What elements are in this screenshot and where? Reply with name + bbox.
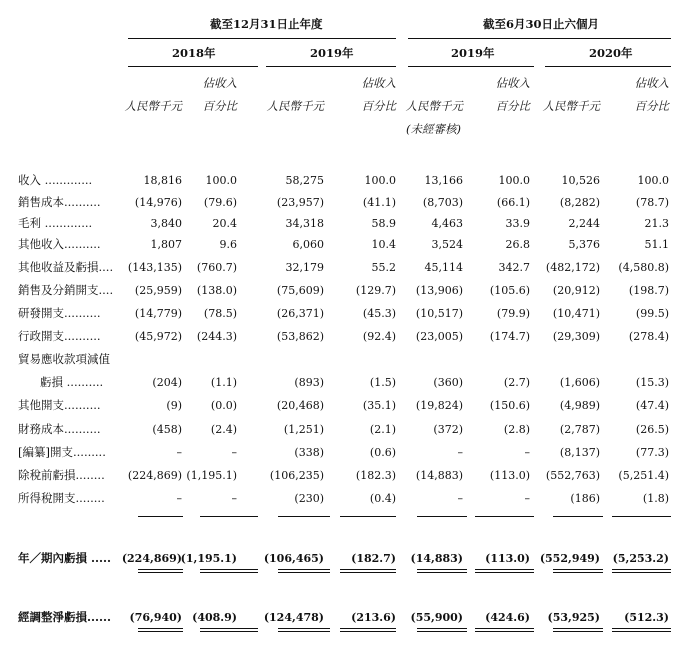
row-label: 其他開支.......... xyxy=(18,398,101,412)
total-label: 年／期內虧損 ..... xyxy=(18,551,112,565)
total-double-rule xyxy=(475,628,534,629)
total-double-rule xyxy=(278,569,330,570)
row-value: (23,005) xyxy=(415,330,463,343)
total-double-rule xyxy=(200,572,258,573)
row-value: 13,166 xyxy=(424,174,463,187)
row-value: (2,787) xyxy=(559,423,600,436)
row-value: (552,763) xyxy=(545,469,600,482)
row-value: (99.5) xyxy=(635,307,669,320)
row-value: 100.0 xyxy=(364,174,396,187)
subheader-pct1: 佔收入 xyxy=(202,76,237,90)
row-label: 所得稅開支........ xyxy=(18,491,105,505)
row-value: 58.9 xyxy=(371,217,396,230)
total-value: (76,940) xyxy=(129,611,182,624)
halfyear-period-header: 截至6月30日止六個月 xyxy=(483,17,600,31)
row-label: 行政開支.......... xyxy=(18,329,101,343)
total-double-rule xyxy=(417,569,467,570)
row-value: 3,840 xyxy=(150,217,182,230)
total-double-rule xyxy=(612,628,671,629)
total-value: (1,195.1) xyxy=(180,552,237,565)
subheader-pct2: 百分比 xyxy=(634,99,669,113)
total-label: 經調整淨虧損...... xyxy=(18,610,112,624)
subheader-pct1: 佔收入 xyxy=(495,76,530,90)
row-value: (20,912) xyxy=(552,284,600,297)
total-double-rule xyxy=(475,572,534,573)
subheader-pct1: 佔收入 xyxy=(361,76,396,90)
row-value: (4,580.8) xyxy=(618,261,669,274)
row-value: – xyxy=(524,446,530,459)
row-value: (0.0) xyxy=(210,399,237,412)
row-value: (25,959) xyxy=(134,284,182,297)
subtotal-rule xyxy=(278,516,330,517)
subheader-pct2: 百分比 xyxy=(495,99,530,113)
row-value: 33.9 xyxy=(505,217,530,230)
row-value: (9) xyxy=(166,399,182,412)
total-value: (182.7) xyxy=(351,552,396,565)
subheader-rmb: 人民幣千元 xyxy=(542,99,600,113)
total-double-rule xyxy=(138,569,183,570)
row-value: 10.4 xyxy=(371,238,396,251)
row-value: – xyxy=(176,492,182,505)
row-label: 虧損 .......... xyxy=(40,375,104,389)
total-value: (5,253.2) xyxy=(612,552,669,565)
row-value: (4,989) xyxy=(559,399,600,412)
row-value: (224,869) xyxy=(127,469,182,482)
total-double-rule xyxy=(138,572,183,573)
subheader-unaudited-note: (未經審核) xyxy=(406,122,461,136)
row-value: 100.0 xyxy=(637,174,669,187)
row-value: (78.5) xyxy=(203,307,237,320)
row-value: (138.0) xyxy=(196,284,237,297)
row-value: (2.1) xyxy=(369,423,396,436)
total-double-rule xyxy=(417,631,467,632)
total-double-rule xyxy=(553,572,603,573)
row-value: – xyxy=(457,446,463,459)
subtotal-rule xyxy=(138,516,183,517)
row-value: 2,244 xyxy=(568,217,600,230)
total-double-rule xyxy=(278,631,330,632)
row-value: 100.0 xyxy=(205,174,237,187)
total-value: (408.9) xyxy=(192,611,237,624)
total-value: (552,949) xyxy=(539,552,600,565)
row-value: (2.8) xyxy=(503,423,530,436)
total-double-rule xyxy=(340,569,396,570)
total-double-rule xyxy=(340,572,396,573)
row-value: – xyxy=(457,492,463,505)
row-value: 20.4 xyxy=(212,217,237,230)
total-double-rule xyxy=(417,572,467,573)
total-value: (113.0) xyxy=(485,552,530,565)
row-value: (0.6) xyxy=(369,446,396,459)
row-value: (372) xyxy=(433,423,463,436)
year-rule-3 xyxy=(408,66,534,67)
row-value: (77.3) xyxy=(635,446,669,459)
total-double-rule xyxy=(553,569,603,570)
row-value: (174.7) xyxy=(489,330,530,343)
row-label: 銷售及分銷開支.... xyxy=(18,283,114,297)
row-label: 其他收入.......... xyxy=(18,237,101,251)
halfyear-header-rule xyxy=(408,38,671,39)
total-value: (224,869) xyxy=(121,552,182,565)
row-label: [編纂]開支......... xyxy=(18,445,106,459)
row-value: 18,816 xyxy=(143,174,182,187)
row-value: – xyxy=(524,492,530,505)
total-value: (55,900) xyxy=(410,611,463,624)
row-value: (458) xyxy=(152,423,182,436)
subtotal-rule xyxy=(200,516,258,517)
total-double-rule xyxy=(200,569,258,570)
total-double-rule xyxy=(340,628,396,629)
year-header-2019-annual: 2019年 xyxy=(310,46,354,60)
row-value: (230) xyxy=(294,492,324,505)
row-value: (143,135) xyxy=(127,261,182,274)
row-value: (1,251) xyxy=(283,423,324,436)
row-label: 貿易應收款項減值 xyxy=(18,352,110,366)
row-value: (129.7) xyxy=(355,284,396,297)
row-value: (5,251.4) xyxy=(618,469,669,482)
row-value: (66.1) xyxy=(496,196,530,209)
row-value: (10,471) xyxy=(552,307,600,320)
row-value: 21.3 xyxy=(644,217,669,230)
row-value: (13,906) xyxy=(415,284,463,297)
total-value: (106,465) xyxy=(263,552,324,565)
row-value: (1,195.1) xyxy=(186,469,237,482)
row-value: (893) xyxy=(294,376,324,389)
total-double-rule xyxy=(278,572,330,573)
subheader-pct2: 百分比 xyxy=(361,99,396,113)
total-value: (213.6) xyxy=(351,611,396,624)
subheader-pct2: 百分比 xyxy=(202,99,237,113)
subtotal-rule xyxy=(612,516,671,517)
row-value: (14,976) xyxy=(134,196,182,209)
row-value: 1,807 xyxy=(150,238,182,251)
row-value: (278.4) xyxy=(628,330,669,343)
row-value: 100.0 xyxy=(498,174,530,187)
row-value: (105.6) xyxy=(489,284,530,297)
total-double-rule xyxy=(475,631,534,632)
row-value: (53,862) xyxy=(276,330,324,343)
row-value: – xyxy=(231,492,237,505)
row-value: (14,779) xyxy=(134,307,182,320)
row-value: 342.7 xyxy=(498,261,530,274)
row-value: (29,309) xyxy=(552,330,600,343)
row-value: 10,526 xyxy=(561,174,600,187)
row-value: 51.1 xyxy=(644,238,669,251)
subtotal-rule xyxy=(340,516,396,517)
year-header-2018: 2018年 xyxy=(172,46,216,60)
annual-period-header: 截至12月31日止年度 xyxy=(210,17,323,31)
subtotal-rule xyxy=(417,516,467,517)
row-label: 其他收益及虧損.... xyxy=(18,260,114,274)
row-label: 財務成本.......... xyxy=(18,422,101,436)
annual-header-rule xyxy=(128,38,396,39)
row-value: 6,060 xyxy=(292,238,324,251)
row-value: (35.1) xyxy=(362,399,396,412)
subheader-rmb: 人民幣千元 xyxy=(266,99,324,113)
row-value: (1.5) xyxy=(369,376,396,389)
row-value: (360) xyxy=(433,376,463,389)
total-double-rule xyxy=(417,628,467,629)
total-value: (124,478) xyxy=(263,611,324,624)
row-value: (8,137) xyxy=(559,446,600,459)
total-double-rule xyxy=(200,628,258,629)
row-value: (0.4) xyxy=(369,492,396,505)
row-value: (482,172) xyxy=(545,261,600,274)
total-double-rule xyxy=(475,569,534,570)
row-value: (45.3) xyxy=(362,307,396,320)
total-double-rule xyxy=(612,569,671,570)
row-value: (1,606) xyxy=(559,376,600,389)
subheader-rmb: 人民幣千元 xyxy=(124,99,182,113)
row-value: (15.3) xyxy=(635,376,669,389)
total-double-rule xyxy=(553,631,603,632)
row-value: (106,235) xyxy=(269,469,324,482)
row-value: (47.4) xyxy=(635,399,669,412)
row-value: 55.2 xyxy=(371,261,396,274)
row-value: (10,517) xyxy=(415,307,463,320)
total-double-rule xyxy=(553,628,603,629)
row-value: (92.4) xyxy=(362,330,396,343)
row-value: (79.6) xyxy=(203,196,237,209)
row-value: 3,524 xyxy=(431,238,463,251)
total-value: (424.6) xyxy=(485,611,530,624)
row-label: 研發開支.......... xyxy=(18,306,101,320)
row-value: (20,468) xyxy=(276,399,324,412)
row-value: 9.6 xyxy=(219,238,237,251)
row-value: 5,376 xyxy=(568,238,600,251)
row-value: – xyxy=(176,446,182,459)
row-value: (26.5) xyxy=(635,423,669,436)
row-value: (75,609) xyxy=(276,284,324,297)
subheader-rmb: 人民幣千元 xyxy=(405,99,463,113)
total-double-rule xyxy=(138,631,183,632)
row-label: 除稅前虧損........ xyxy=(18,468,105,482)
row-value: (2.7) xyxy=(503,376,530,389)
total-double-rule xyxy=(612,631,671,632)
row-value: (113.0) xyxy=(489,469,530,482)
row-value: (23,957) xyxy=(276,196,324,209)
year-rule-2 xyxy=(266,66,396,67)
row-label: 銷售成本.......... xyxy=(18,195,101,209)
total-double-rule xyxy=(278,628,330,629)
row-value: – xyxy=(231,446,237,459)
subheader-pct1: 佔收入 xyxy=(634,76,669,90)
row-value: (198.7) xyxy=(628,284,669,297)
row-value: (150.6) xyxy=(489,399,530,412)
total-double-rule xyxy=(200,631,258,632)
row-value: (2.4) xyxy=(210,423,237,436)
year-rule-1 xyxy=(128,66,258,67)
row-value: 4,463 xyxy=(431,217,463,230)
total-double-rule xyxy=(340,631,396,632)
total-double-rule xyxy=(612,572,671,573)
total-value: (14,883) xyxy=(410,552,463,565)
row-value: (1.1) xyxy=(210,376,237,389)
row-value: (78.7) xyxy=(635,196,669,209)
subtotal-rule xyxy=(475,516,534,517)
year-header-2020: 2020年 xyxy=(589,46,633,60)
total-value: (512.3) xyxy=(624,611,669,624)
row-value: (182.3) xyxy=(355,469,396,482)
year-header-2019-half: 2019年 xyxy=(451,46,495,60)
row-value: 34,318 xyxy=(285,217,324,230)
row-value: (760.7) xyxy=(196,261,237,274)
row-value: 58,275 xyxy=(285,174,324,187)
total-value: (53,925) xyxy=(547,611,600,624)
row-value: (338) xyxy=(294,446,324,459)
row-value: (14,883) xyxy=(415,469,463,482)
row-value: (186) xyxy=(570,492,600,505)
row-value: (41.1) xyxy=(362,196,396,209)
row-value: (244.3) xyxy=(196,330,237,343)
row-label: 毛利 ............. xyxy=(18,216,93,230)
year-rule-4 xyxy=(545,66,671,67)
row-value: (45,972) xyxy=(134,330,182,343)
row-value: (26,371) xyxy=(276,307,324,320)
row-value: (79.9) xyxy=(496,307,530,320)
total-double-rule xyxy=(138,628,183,629)
row-value: (204) xyxy=(152,376,182,389)
row-value: (1.8) xyxy=(642,492,669,505)
row-value: 45,114 xyxy=(424,261,463,274)
row-label: 收入 ............. xyxy=(18,173,93,187)
row-value: 26.8 xyxy=(505,238,530,251)
row-value: (8,282) xyxy=(559,196,600,209)
subtotal-rule xyxy=(553,516,603,517)
row-value: (19,824) xyxy=(415,399,463,412)
row-value: (8,703) xyxy=(422,196,463,209)
row-value: 32,179 xyxy=(285,261,324,274)
